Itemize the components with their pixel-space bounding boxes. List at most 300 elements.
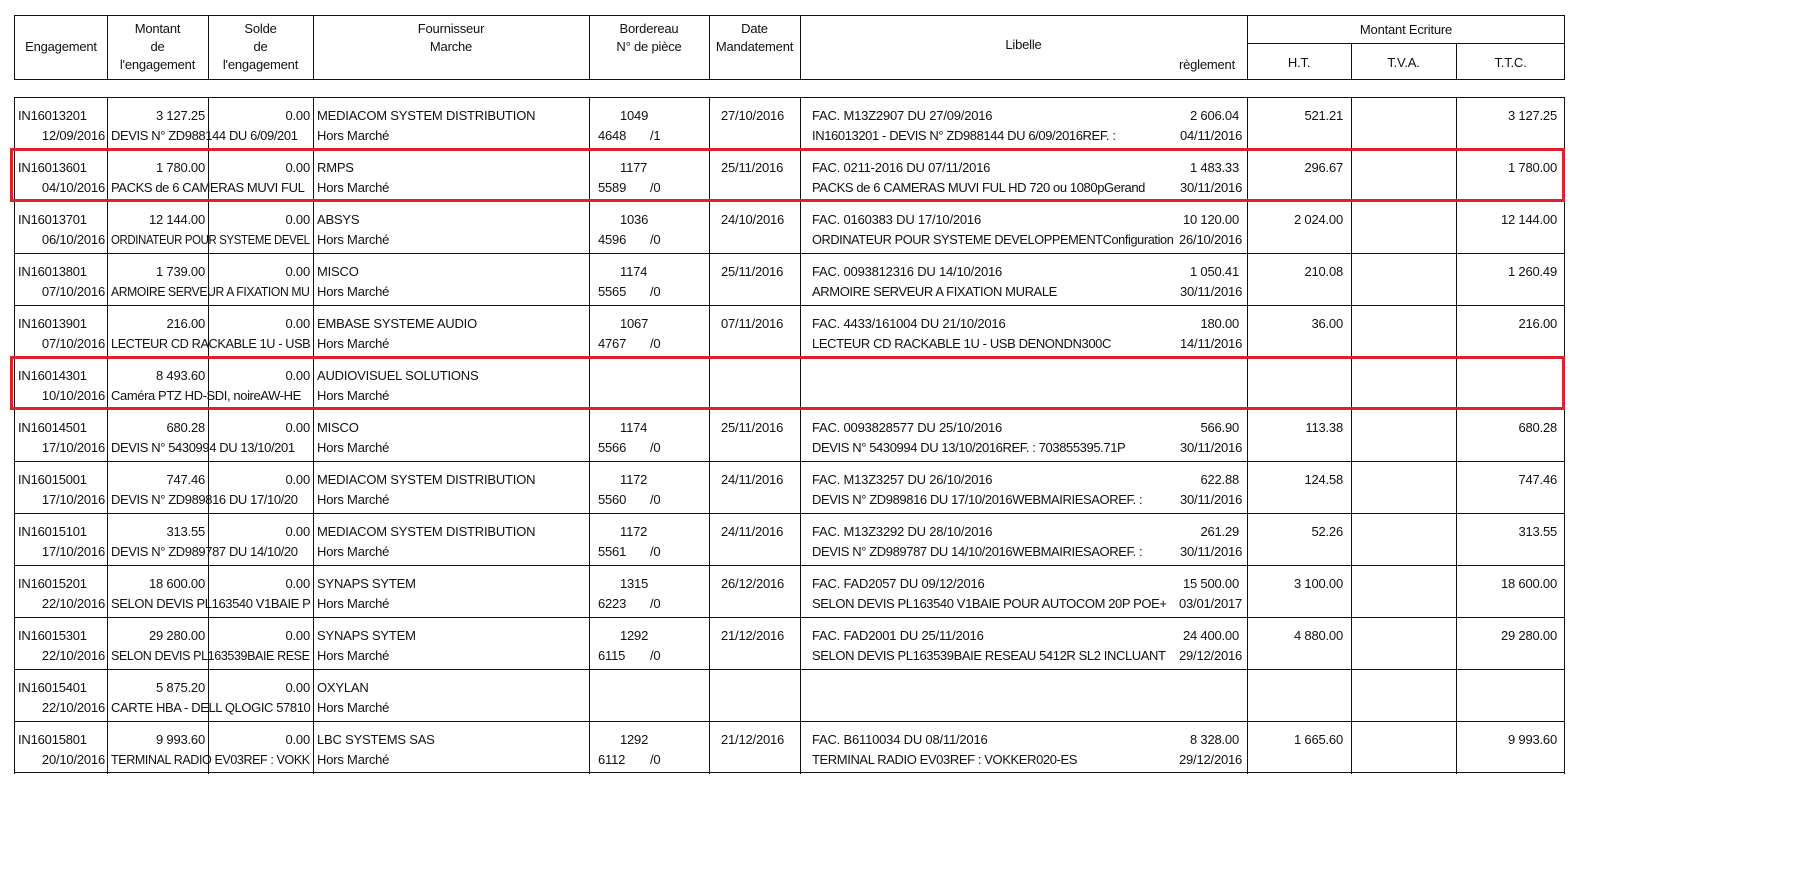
cell-ht: 15 500.00 bbox=[1182, 576, 1239, 591]
cell-date-eng: 22/10/2016 bbox=[41, 700, 105, 715]
cell-fournisseur: MEDIACOM SYSTEM DISTRIBUTION bbox=[317, 524, 536, 539]
cell-objet: DEVIS N° ZD988144 DU 6/09/201 bbox=[111, 128, 298, 143]
cell-ttc: 680.28 bbox=[1518, 420, 1557, 435]
cell-montant: 1 739.00 bbox=[155, 264, 205, 279]
table-row[interactable] bbox=[14, 721, 1565, 773]
table-header bbox=[14, 15, 1565, 80]
divider bbox=[107, 722, 108, 774]
divider bbox=[589, 98, 590, 150]
divider bbox=[1564, 306, 1565, 358]
cell-libelle: ARMOIRE SERVEUR A FIXATION MURALE bbox=[812, 284, 1057, 299]
cell-bordereau: 1172 bbox=[620, 472, 648, 487]
divider bbox=[313, 98, 314, 150]
cell-ttc: 3 127.25 bbox=[1507, 108, 1557, 123]
divider bbox=[107, 618, 108, 670]
table-row[interactable] bbox=[14, 617, 1565, 669]
divider bbox=[14, 722, 15, 774]
divider bbox=[709, 358, 710, 410]
divider bbox=[1351, 306, 1352, 358]
cell-reglement: 04/11/2016 bbox=[1180, 128, 1243, 143]
cell-date-eng: 22/10/2016 bbox=[41, 596, 105, 611]
header-ttc: T.T.C. bbox=[1494, 55, 1527, 70]
divider bbox=[800, 358, 801, 410]
cell-libelle: ORDINATEUR POUR SYSTEME DEVELOPPEMENTConfiguration bbox=[812, 232, 1174, 247]
divider bbox=[1247, 254, 1248, 306]
cell-tva: 3 100.00 bbox=[1293, 576, 1343, 591]
divider bbox=[1564, 462, 1565, 514]
divider bbox=[800, 566, 801, 618]
cell-ht: 2 606.04 bbox=[1189, 108, 1239, 123]
cell-montant: 216.00 bbox=[166, 316, 205, 331]
divider bbox=[800, 462, 801, 514]
cell-objet: SELON DEVIS PL163540 V1BAIE P bbox=[111, 596, 311, 611]
divider bbox=[14, 358, 15, 410]
header-line: Fournisseur bbox=[417, 21, 485, 36]
table-body bbox=[14, 97, 1565, 773]
cell-engagement: IN16013901 bbox=[18, 316, 87, 331]
cell-fournisseur: ABSYS bbox=[317, 212, 360, 227]
divider bbox=[709, 618, 710, 670]
divider bbox=[709, 670, 710, 722]
cell-mandatement: 24/11/2016 bbox=[721, 524, 784, 539]
divider bbox=[1351, 254, 1352, 306]
cell-bordereau: 1177 bbox=[620, 160, 648, 175]
cell-solde: 0.00 bbox=[285, 368, 310, 383]
divider bbox=[1247, 670, 1248, 722]
table-row[interactable] bbox=[14, 669, 1565, 721]
cell-ttc: 9 993.60 bbox=[1507, 732, 1557, 747]
cell-fournisseur: SYNAPS SYTEM bbox=[317, 628, 416, 643]
cell-objet: PACKS de 6 CAMERAS MUVI FUL bbox=[111, 180, 305, 195]
cell-facture: FAC. B6110034 DU 08/11/2016 bbox=[812, 732, 988, 747]
cell-date-eng: 22/10/2016 bbox=[41, 648, 105, 663]
divider bbox=[800, 410, 801, 462]
cell-bordereau: 1067 bbox=[620, 316, 649, 331]
cell-montant: 5 875.20 bbox=[155, 680, 205, 695]
divider bbox=[14, 98, 15, 150]
cell-engagement: IN16015401 bbox=[18, 680, 87, 695]
divider bbox=[1351, 462, 1352, 514]
cell-date-eng: 12/09/2016 bbox=[41, 128, 105, 143]
cell-engagement: IN16015301 bbox=[18, 628, 87, 643]
header-line: l'engagement bbox=[222, 57, 299, 72]
divider bbox=[1564, 202, 1565, 254]
cell-mandatement: 25/11/2016 bbox=[721, 160, 784, 175]
cell-facture: FAC. FAD2057 DU 09/12/2016 bbox=[812, 576, 985, 591]
cell-ht: 8 328.00 bbox=[1189, 732, 1239, 747]
cell-marche: Hors Marché bbox=[317, 544, 390, 559]
divider bbox=[709, 98, 710, 150]
cell-facture: FAC. 4433/161004 DU 21/10/2016 bbox=[812, 316, 1006, 331]
cell-solde: 0.00 bbox=[285, 732, 310, 747]
divider bbox=[800, 98, 801, 150]
header-montant bbox=[107, 20, 208, 74]
cell-reglement: 29/12/2016 bbox=[1179, 752, 1243, 767]
divider bbox=[1456, 254, 1457, 306]
cell-facture: FAC. M13Z3257 DU 26/10/2016 bbox=[812, 472, 993, 487]
cell-engagement: IN16013801 bbox=[18, 264, 87, 279]
divider bbox=[1564, 150, 1565, 202]
header-line: Montant bbox=[134, 21, 181, 36]
header-line: Solde bbox=[244, 21, 277, 36]
cell-solde: 0.00 bbox=[285, 472, 310, 487]
cell-bordereau: 1292 bbox=[620, 628, 649, 643]
divider bbox=[313, 306, 314, 358]
divider bbox=[14, 618, 15, 670]
cell-objet: DEVIS N° ZD989787 DU 14/10/20 bbox=[111, 544, 298, 559]
cell-bordereau: 1174 bbox=[620, 264, 648, 279]
cell-mandatement: 21/12/2016 bbox=[721, 628, 785, 643]
divider bbox=[1456, 462, 1457, 514]
divider bbox=[709, 566, 710, 618]
cell-montant: 9 993.60 bbox=[155, 732, 205, 747]
divider bbox=[709, 150, 710, 202]
table-row[interactable] bbox=[14, 357, 1565, 409]
cell-piece-suffix: /0 bbox=[650, 284, 661, 299]
divider bbox=[589, 202, 590, 254]
divider bbox=[1564, 254, 1565, 306]
divider bbox=[1247, 514, 1248, 566]
cell-facture: FAC. 0160383 DU 17/10/2016 bbox=[812, 212, 981, 227]
divider bbox=[589, 618, 590, 670]
divider bbox=[107, 514, 108, 566]
table-row[interactable] bbox=[14, 97, 1565, 149]
cell-marche: Hors Marché bbox=[317, 180, 390, 195]
divider bbox=[589, 670, 590, 722]
cell-facture: FAC. 0093828577 DU 25/10/2016 bbox=[812, 420, 1003, 435]
cell-libelle: DEVIS N° ZD989787 DU 14/10/2016WEBMAIRIESAOREF. : bbox=[812, 544, 1143, 559]
cell-marche: Hors Marché bbox=[317, 336, 390, 351]
cell-objet: SELON DEVIS PL163539BAIE RESE bbox=[111, 648, 310, 663]
cell-solde: 0.00 bbox=[285, 524, 310, 539]
divider bbox=[1351, 566, 1352, 618]
divider bbox=[1247, 722, 1248, 774]
divider bbox=[14, 670, 15, 722]
cell-mandatement: 25/11/2016 bbox=[721, 420, 784, 435]
divider bbox=[709, 514, 710, 566]
divider bbox=[800, 306, 801, 358]
divider bbox=[313, 566, 314, 618]
cell-piece: 5589 bbox=[598, 180, 627, 195]
cell-libelle: TERMINAL RADIO EV03REF : VOKKER020-ES bbox=[812, 752, 1078, 767]
cell-date-eng: 04/10/2016 bbox=[41, 180, 105, 195]
cell-mandatement: 21/12/2016 bbox=[721, 732, 785, 747]
divider bbox=[1564, 358, 1565, 410]
divider bbox=[107, 306, 108, 358]
table-row[interactable] bbox=[14, 149, 1565, 201]
header-engagement: Engagement bbox=[25, 39, 97, 54]
divider bbox=[313, 410, 314, 462]
divider bbox=[1247, 358, 1248, 410]
cell-marche: Hors Marché bbox=[317, 388, 390, 403]
cell-bordereau: 1315 bbox=[620, 576, 649, 591]
cell-reglement: 29/12/2016 bbox=[1179, 648, 1243, 663]
header-line: Bordereau bbox=[619, 21, 679, 36]
divider bbox=[800, 722, 801, 774]
cell-piece-suffix: /0 bbox=[650, 336, 661, 351]
divider bbox=[1247, 306, 1248, 358]
cell-reglement: 30/11/2016 bbox=[1180, 544, 1243, 559]
cell-facture: FAC. 0211-2016 DU 07/11/2016 bbox=[812, 160, 991, 175]
cell-facture: FAC. 0093812316 DU 14/10/2016 bbox=[812, 264, 1003, 279]
divider bbox=[14, 410, 15, 462]
cell-piece: 5565 bbox=[598, 284, 627, 299]
cell-ht: 566.90 bbox=[1200, 420, 1239, 435]
cell-mandatement: 26/12/2016 bbox=[721, 576, 785, 591]
divider bbox=[800, 514, 801, 566]
cell-reglement: 30/11/2016 bbox=[1180, 492, 1243, 507]
divider bbox=[1351, 150, 1352, 202]
cell-fournisseur: EMBASE SYSTEME AUDIO bbox=[317, 316, 477, 331]
divider bbox=[14, 566, 15, 618]
cell-tva: 296.67 bbox=[1304, 160, 1343, 175]
cell-libelle: SELON DEVIS PL163540 V1BAIE POUR AUTOCOM 20P POE+ bbox=[812, 596, 1167, 611]
header-line: l'engagement bbox=[119, 57, 196, 72]
cell-piece-suffix: /0 bbox=[650, 752, 661, 767]
divider bbox=[589, 514, 590, 566]
cell-date-eng: 07/10/2016 bbox=[41, 336, 105, 351]
cell-facture: FAC. FAD2001 DU 25/11/2016 bbox=[812, 628, 984, 643]
cell-tva: 2 024.00 bbox=[1293, 212, 1343, 227]
table-row[interactable] bbox=[14, 409, 1565, 461]
cell-reglement: 30/11/2016 bbox=[1180, 180, 1243, 195]
cell-engagement: IN16013201 bbox=[18, 108, 87, 123]
cell-ttc: 29 280.00 bbox=[1500, 628, 1557, 643]
divider bbox=[1456, 722, 1457, 774]
cell-ht: 10 120.00 bbox=[1182, 212, 1239, 227]
cell-solde: 0.00 bbox=[285, 108, 310, 123]
cell-fournisseur: MEDIACOM SYSTEM DISTRIBUTION bbox=[317, 108, 536, 123]
divider bbox=[14, 306, 15, 358]
cell-objet: ARMOIRE SERVEUR A FIXATION MU bbox=[111, 284, 310, 299]
table-row[interactable] bbox=[14, 253, 1565, 305]
divider bbox=[1564, 670, 1565, 722]
cell-ht: 1 050.41 bbox=[1189, 264, 1239, 279]
cell-objet: DEVIS N° ZD989816 DU 17/10/20 bbox=[111, 492, 298, 507]
cell-marche: Hors Marché bbox=[317, 232, 390, 247]
divider bbox=[800, 670, 801, 722]
divider bbox=[1351, 98, 1352, 150]
divider bbox=[14, 462, 15, 514]
divider bbox=[1456, 618, 1457, 670]
cell-tva: 36.00 bbox=[1311, 316, 1343, 331]
header-montant-ecriture: Montant Ecriture bbox=[1359, 22, 1453, 37]
cell-reglement: 30/11/2016 bbox=[1180, 440, 1243, 455]
cell-ttc: 747.46 bbox=[1518, 472, 1557, 487]
divider bbox=[589, 306, 590, 358]
cell-tva: 1 665.60 bbox=[1293, 732, 1343, 747]
cell-objet: ORDINATEUR POUR SYSTEME DEVEL bbox=[111, 232, 310, 247]
cell-libelle: DEVIS N° 5430994 DU 13/10/2016REF. : 703855395.71P bbox=[812, 440, 1126, 455]
divider bbox=[313, 670, 314, 722]
table-row[interactable] bbox=[14, 305, 1565, 357]
cell-piece: 5561 bbox=[598, 544, 627, 559]
cell-date-eng: 17/10/2016 bbox=[41, 440, 105, 455]
cell-ht: 622.88 bbox=[1200, 472, 1239, 487]
divider bbox=[1564, 722, 1565, 774]
cell-bordereau: 1036 bbox=[620, 212, 649, 227]
cell-reglement: 26/10/2016 bbox=[1179, 232, 1243, 247]
cell-ttc: 12 144.00 bbox=[1500, 212, 1557, 227]
cell-piece-suffix: /0 bbox=[650, 440, 661, 455]
cell-fournisseur: LBC SYSTEMS SAS bbox=[317, 732, 435, 747]
divider bbox=[107, 98, 108, 150]
cell-montant: 29 280.00 bbox=[148, 628, 205, 643]
divider bbox=[1456, 306, 1457, 358]
cell-bordereau: 1292 bbox=[620, 732, 649, 747]
cell-marche: Hors Marché bbox=[317, 492, 390, 507]
table-row[interactable] bbox=[14, 565, 1565, 617]
divider bbox=[709, 306, 710, 358]
header-fournisseur bbox=[313, 20, 589, 56]
divider bbox=[1456, 566, 1457, 618]
cell-date-eng: 17/10/2016 bbox=[41, 544, 105, 559]
header-line: Marche bbox=[429, 39, 473, 54]
divider bbox=[107, 202, 108, 254]
divider bbox=[1351, 722, 1352, 774]
cell-solde: 0.00 bbox=[285, 160, 310, 175]
cell-marche: Hors Marché bbox=[317, 596, 390, 611]
cell-libelle: IN16013201 - DEVIS N° ZD988144 DU 6/09/2016REF. : bbox=[812, 128, 1116, 143]
divider bbox=[1564, 514, 1565, 566]
header-libelle: Libelle bbox=[1005, 37, 1042, 52]
divider bbox=[107, 410, 108, 462]
divider bbox=[800, 254, 801, 306]
cell-tva: 113.38 bbox=[1305, 420, 1343, 435]
table-row[interactable] bbox=[14, 461, 1565, 513]
divider bbox=[1247, 410, 1248, 462]
divider bbox=[800, 202, 801, 254]
divider bbox=[709, 462, 710, 514]
cell-objet: DEVIS N° 5430994 DU 13/10/201 bbox=[111, 440, 295, 455]
cell-solde: 0.00 bbox=[285, 264, 310, 279]
divider bbox=[313, 514, 314, 566]
cell-piece-suffix: /0 bbox=[650, 232, 661, 247]
cell-date-eng: 06/10/2016 bbox=[41, 232, 105, 247]
cell-bordereau: 1174 bbox=[620, 420, 648, 435]
cell-marche: Hors Marché bbox=[317, 752, 390, 767]
cell-piece: 4767 bbox=[598, 336, 627, 351]
cell-ttc: 18 600.00 bbox=[1500, 576, 1557, 591]
divider bbox=[1247, 150, 1248, 202]
cell-engagement: IN16013701 bbox=[18, 212, 87, 227]
divider bbox=[313, 150, 314, 202]
divider bbox=[107, 670, 108, 722]
divider bbox=[1564, 618, 1565, 670]
cell-engagement: IN16015101 bbox=[18, 524, 87, 539]
divider bbox=[1456, 202, 1457, 254]
divider bbox=[107, 462, 108, 514]
divider bbox=[1456, 514, 1457, 566]
cell-montant: 747.46 bbox=[166, 472, 205, 487]
divider bbox=[1456, 670, 1457, 722]
header-ht: H.T. bbox=[1287, 55, 1311, 70]
cell-fournisseur: SYNAPS SYTEM bbox=[317, 576, 416, 591]
divider bbox=[14, 150, 15, 202]
cell-bordereau: 1049 bbox=[620, 108, 649, 123]
cell-solde: 0.00 bbox=[285, 316, 310, 331]
cell-solde: 0.00 bbox=[285, 212, 310, 227]
divider bbox=[1247, 462, 1248, 514]
divider bbox=[800, 150, 801, 202]
cell-solde: 0.00 bbox=[285, 680, 310, 695]
divider bbox=[1351, 618, 1352, 670]
cell-libelle: DEVIS N° ZD989816 DU 17/10/2016WEBMAIRIESAOREF. : bbox=[812, 492, 1143, 507]
divider bbox=[1456, 98, 1457, 150]
cell-piece: 5560 bbox=[598, 492, 627, 507]
divider bbox=[1351, 670, 1352, 722]
cell-libelle: SELON DEVIS PL163539BAIE RESEAU 5412R SL2 INCLUANT bbox=[812, 648, 1166, 663]
cell-marche: Hors Marché bbox=[317, 700, 390, 715]
divider bbox=[1247, 618, 1248, 670]
divider bbox=[14, 514, 15, 566]
cell-tva: 210.08 bbox=[1304, 264, 1343, 279]
cell-piece: 5566 bbox=[598, 440, 627, 455]
divider bbox=[589, 566, 590, 618]
cell-reglement: 14/11/2016 bbox=[1180, 336, 1243, 351]
cell-montant: 313.55 bbox=[166, 524, 205, 539]
cell-piece-suffix: /0 bbox=[650, 648, 661, 663]
cell-date-eng: 17/10/2016 bbox=[41, 492, 105, 507]
cell-marche: Hors Marché bbox=[317, 128, 390, 143]
table-row[interactable] bbox=[14, 513, 1565, 565]
divider bbox=[313, 254, 314, 306]
cell-piece-suffix: /1 bbox=[650, 128, 661, 143]
header-bordereau bbox=[589, 20, 709, 56]
cell-libelle: PACKS de 6 CAMERAS MUVI FUL HD 720 ou 1080pGerand bbox=[812, 180, 1146, 195]
cell-piece-suffix: /0 bbox=[650, 544, 661, 559]
cell-mandatement: 25/11/2016 bbox=[721, 264, 784, 279]
divider bbox=[107, 254, 108, 306]
cell-tva: 4 880.00 bbox=[1293, 628, 1343, 643]
cell-date-eng: 10/10/2016 bbox=[41, 388, 105, 403]
divider bbox=[1564, 566, 1565, 618]
divider bbox=[1247, 566, 1248, 618]
divider bbox=[1351, 514, 1352, 566]
divider bbox=[589, 150, 590, 202]
table-row[interactable] bbox=[14, 201, 1565, 253]
header-line: de bbox=[150, 39, 165, 54]
divider bbox=[1564, 98, 1565, 150]
divider bbox=[589, 410, 590, 462]
header-tva: T.V.A. bbox=[1387, 55, 1420, 70]
divider bbox=[14, 254, 15, 306]
cell-facture: FAC. M13Z3292 DU 28/10/2016 bbox=[812, 524, 993, 539]
divider bbox=[709, 722, 710, 774]
cell-engagement: IN16014501 bbox=[18, 420, 87, 435]
cell-date-eng: 20/10/2016 bbox=[41, 752, 105, 767]
divider bbox=[589, 358, 590, 410]
divider bbox=[709, 254, 710, 306]
cell-montant: 1 780.00 bbox=[155, 160, 205, 175]
divider bbox=[1351, 202, 1352, 254]
cell-marche: Hors Marché bbox=[317, 440, 390, 455]
cell-ttc: 313.55 bbox=[1518, 524, 1557, 539]
cell-ttc: 1 780.00 bbox=[1507, 160, 1557, 175]
divider bbox=[800, 618, 801, 670]
divider bbox=[1456, 150, 1457, 202]
cell-montant: 680.28 bbox=[166, 420, 205, 435]
cell-fournisseur: AUDIOVISUEL SOLUTIONS bbox=[317, 368, 479, 383]
divider bbox=[107, 358, 108, 410]
divider bbox=[313, 462, 314, 514]
divider bbox=[107, 150, 108, 202]
cell-mandatement: 24/10/2016 bbox=[721, 212, 785, 227]
cell-bordereau: 1172 bbox=[620, 524, 648, 539]
header-line: Date bbox=[741, 21, 768, 36]
cell-libelle: LECTEUR CD RACKABLE 1U - USB DENONDN300C bbox=[812, 336, 1111, 351]
divider bbox=[589, 254, 590, 306]
